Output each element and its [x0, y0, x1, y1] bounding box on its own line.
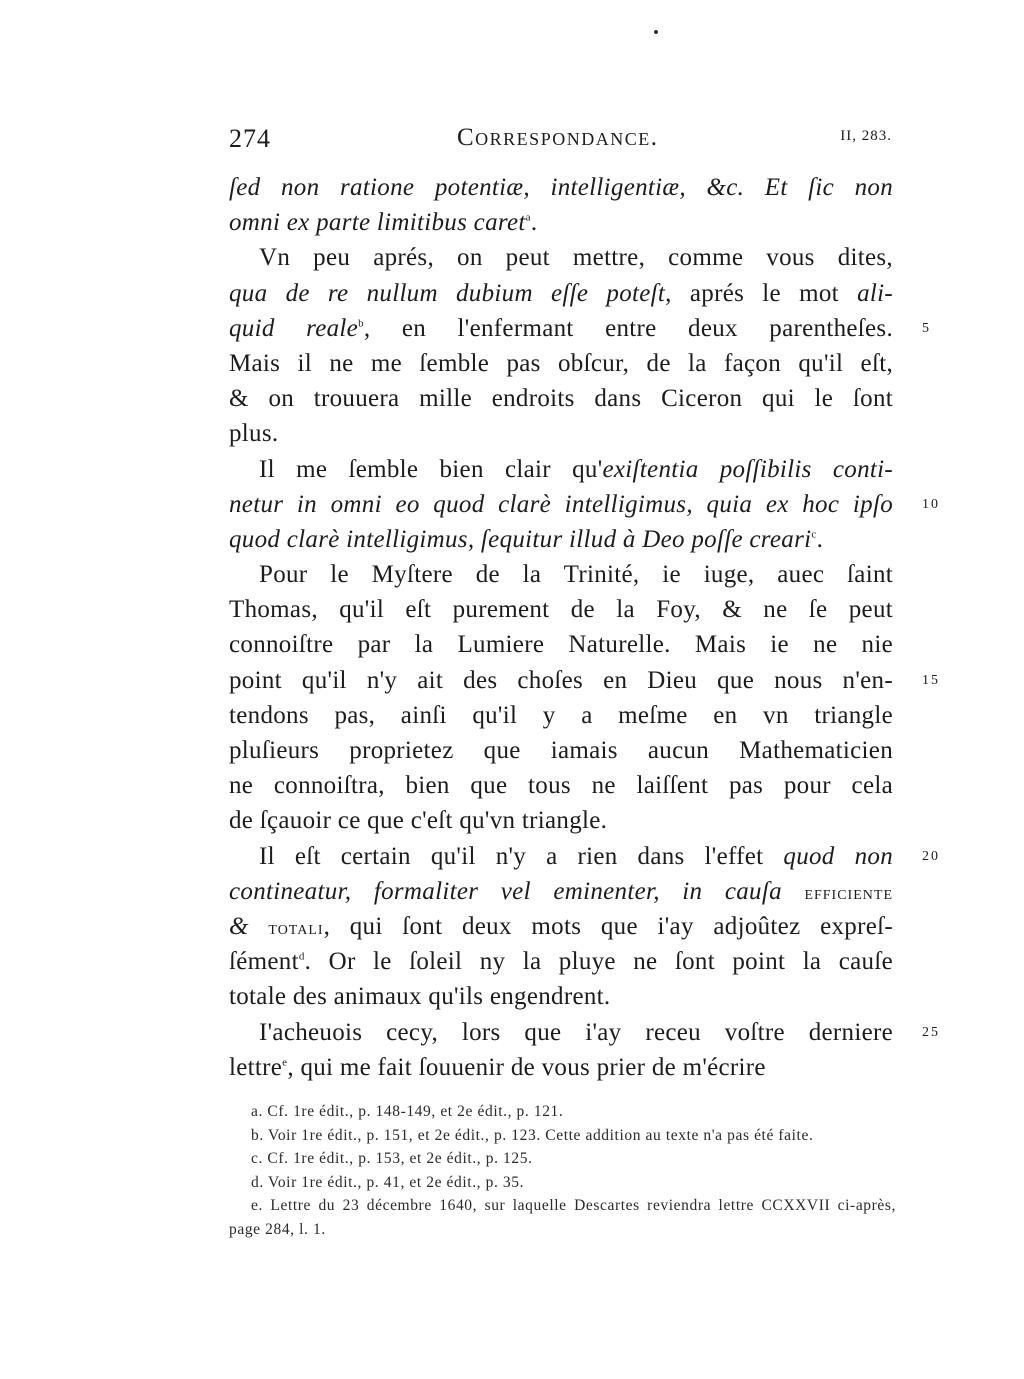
- text-line: [229, 557, 893, 592]
- text-line: [229, 803, 893, 838]
- footnote: a. Cf. 1re édit., p. 148-149, et 2e édit., p. 121.: [251, 1103, 564, 1120]
- text-segment: . Or le ſoleil ny la pluye ne ſont point la cauſe: [304, 948, 893, 976]
- text-segment: plus.: [229, 420, 279, 448]
- text-segment: connoiſtre par la Lumiere Naturelle. Mais ie ne nie: [229, 631, 893, 659]
- text-line: [229, 979, 893, 1014]
- text-line: [229, 311, 931, 346]
- text-line: [229, 452, 893, 487]
- text-line: [229, 276, 893, 311]
- text-segment: quod clarè intelligimus, ſequitur illud à Deo poſſe creari: [229, 525, 812, 553]
- line-number: 20: [922, 848, 940, 864]
- text-segment: Thomas, qu'il eſt purement de la Foy, & ne ſe peut: [229, 596, 893, 624]
- text-segment: Pour le Myſtere de la Trinité, ie iuge, auec ſaint: [259, 561, 893, 589]
- text-line: [229, 839, 940, 874]
- text-segment: ſed non ratione potentiæ, intelligentiæ, &c. Et ſic non: [229, 174, 893, 201]
- text-segment: quid reale: [229, 314, 359, 342]
- text-segment: omni ex parte limitibus caret: [229, 209, 526, 237]
- text-line: [229, 416, 893, 451]
- running-title: Correspondance.: [457, 124, 659, 151]
- line-number: 5: [922, 320, 931, 336]
- text-line: [229, 663, 940, 698]
- footnote: c. Cf. 1re édit., p. 153, et 2e édit., p. 125.: [251, 1150, 533, 1167]
- footnote-marker: e: [282, 1056, 288, 1069]
- text-segment: contineatur, formaliter vel eminenter, in cauſa: [229, 877, 805, 905]
- footnote-marker: d: [298, 950, 305, 963]
- footnote-marker: a: [525, 211, 531, 224]
- text-segment: pluſieurs proprietez que iamais aucun Mathematicien: [229, 737, 893, 764]
- text-segment: efficiente: [804, 881, 893, 904]
- text-line: [229, 768, 893, 803]
- text-segment: .: [530, 209, 538, 237]
- footnote: e. Lettre du 23 décembre 1640, sur laquelle Descartes reviendra lettre CCXXVII ci-après, page 284, l. 1.: [229, 1197, 896, 1238]
- edition-reference: II, 283.: [840, 128, 892, 144]
- footnote-marker: c: [811, 528, 817, 541]
- text-line: [229, 592, 893, 627]
- text-line: [229, 733, 893, 768]
- text-line: [229, 205, 893, 240]
- page-number: 274: [229, 124, 271, 153]
- text-segment: exiſtentia poſſibilis conti-: [602, 455, 893, 483]
- text-segment: tendons pas, ainſi qu'il y a meſme en vn triangle: [229, 701, 893, 729]
- line-number: 25: [922, 1024, 940, 1040]
- text-line: [229, 487, 940, 522]
- text-line: [229, 381, 893, 416]
- text-segment: de ſçauoir ce que c'eſt qu'vn triangle.: [229, 807, 608, 835]
- text-line: [229, 522, 893, 557]
- text-line: [229, 1050, 893, 1085]
- text-line: [229, 1015, 940, 1050]
- text-line: [229, 698, 893, 733]
- text-line: [229, 909, 893, 944]
- text-segment: Il eſt certain qu'il n'y a rien dans l'effet: [259, 842, 784, 870]
- text-segment: I'acheuois cecy, lors que i'ay receu voſtre derniere: [259, 1018, 893, 1046]
- footnote: b. Voir 1re édit., p. 151, et 2e édit., p. 123. Cette addition au texte n'a pas été faite.: [251, 1126, 814, 1144]
- text-segment: .: [816, 525, 824, 553]
- text-segment: , qui ſont deux mots que i'ay adjoûtez expreſ-: [323, 912, 893, 940]
- text-line: [229, 346, 893, 381]
- text-segment: Mais il ne me ſemble pas obſcur, de la façon qu'il eſt,: [229, 349, 893, 377]
- text-line: [229, 240, 893, 275]
- text-segment: qua de re nullum dubium eſſe poteſt: [229, 279, 666, 307]
- text-line: [229, 170, 893, 205]
- text-segment: , qui me fait ſouuenir de vous prier de m'écrire: [287, 1053, 766, 1081]
- body-text: [229, 170, 940, 1085]
- running-header: [229, 124, 892, 158]
- text-segment: Il me ſemble bien clair qu': [259, 455, 603, 483]
- text-segment: Vn peu aprés, on peut mettre, comme vous dites,: [259, 244, 893, 272]
- footnotes: [229, 1100, 896, 1241]
- text-segment: ali-: [857, 279, 893, 307]
- text-segment: & on trouuera mille endroits dans Ciceron qui le ſont: [229, 385, 893, 413]
- text-segment: netur in omni eo quod clarè intelligimus, quia ex hoc ipſo: [229, 490, 893, 518]
- line-number: 10: [922, 496, 940, 512]
- text-segment: lettre: [229, 1053, 283, 1081]
- footnote-marker: b: [358, 317, 364, 330]
- text-line: [229, 874, 893, 909]
- text-segment: point qu'il n'y ait des choſes en Dieu que nous n'en-: [229, 666, 893, 694]
- text-segment: , en l'enfermant entre deux parentheſes.: [363, 314, 893, 342]
- text-line: [229, 627, 893, 662]
- text-segment: totali: [268, 916, 324, 939]
- line-number: 15: [922, 672, 940, 688]
- text-segment: ne connoiſtra, bien que tous ne laiſſent pas pour cela: [229, 772, 893, 800]
- ink-dot: [654, 30, 658, 34]
- text-segment: &: [229, 912, 269, 940]
- text-segment: ſément: [229, 948, 299, 976]
- text-line: [229, 944, 893, 979]
- text-segment: totale des animaux qu'ils engendrent.: [229, 983, 611, 1011]
- text-segment: quod non: [783, 842, 893, 870]
- footnote: d. Voir 1re édit., p. 41, et 2e édit., p. 35.: [251, 1173, 525, 1191]
- text-segment: , aprés le mot: [665, 279, 858, 307]
